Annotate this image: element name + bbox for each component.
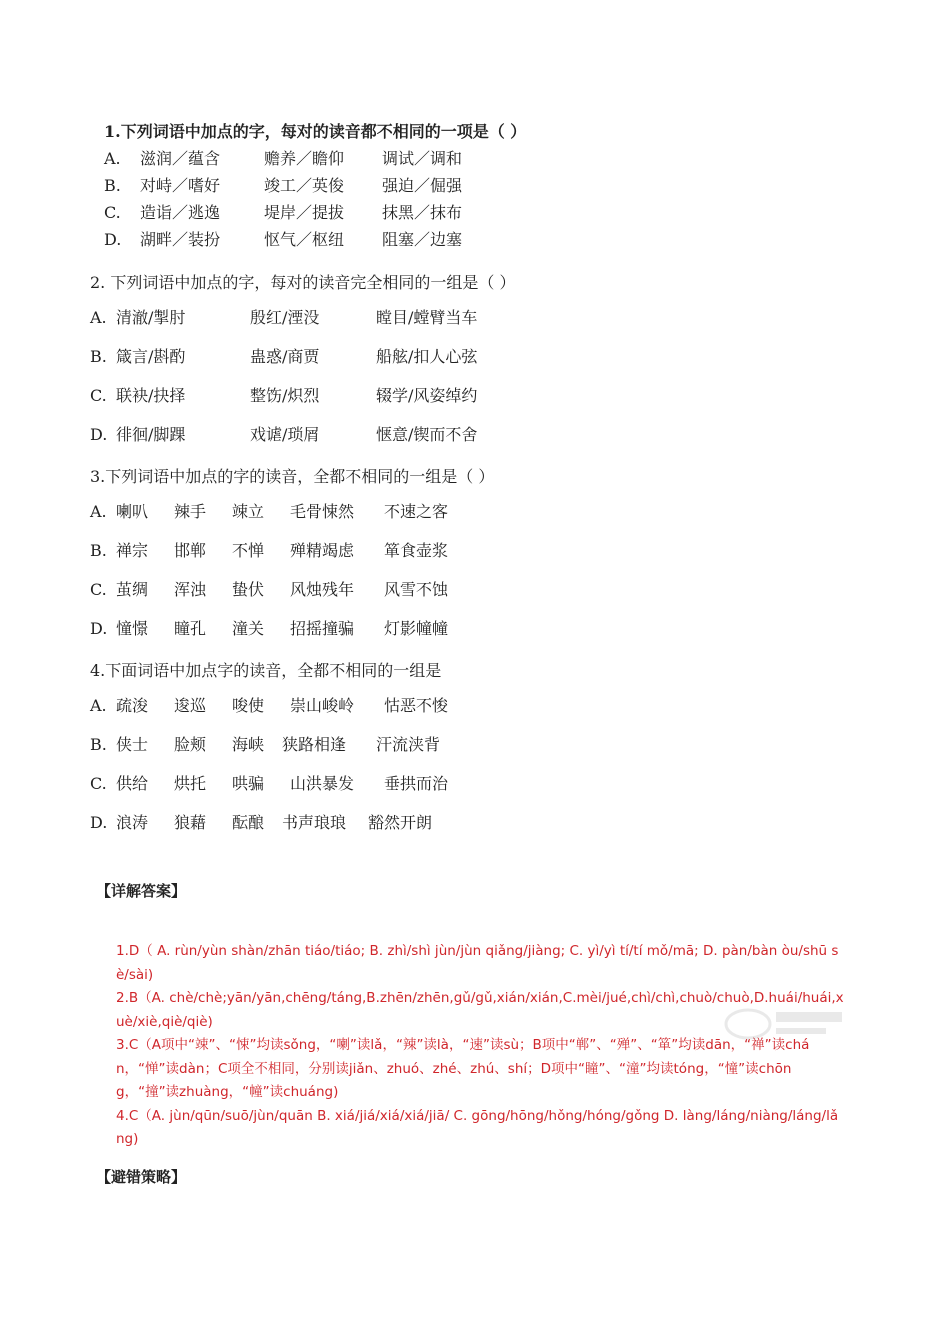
option-word: 风烛残年 [290, 580, 355, 599]
option-word: 辣手 [174, 502, 207, 521]
question-3 [90, 462, 504, 648]
option-letter: C. [90, 580, 107, 599]
option-word: 蛰伏 [232, 580, 265, 599]
question-1-option-a [104, 145, 526, 172]
question-1-option-b [104, 172, 526, 199]
option-letter: D. [90, 425, 108, 444]
question-2-title: 2. 下列词语中加点的字，每对的读音完全相同的一组是（ ） [90, 273, 516, 292]
question-2 [90, 268, 536, 454]
watermark-logo [720, 990, 850, 1050]
option-letter: A. [104, 149, 121, 168]
option-word: 浑浊 [174, 580, 207, 599]
option-letter: B. [90, 347, 107, 366]
option-word: 不速之客 [384, 502, 449, 521]
question-4-title: 4.下面词语中加点字的读音，全都不相同的一组是 [90, 661, 442, 680]
option-word: 瞠目/螳臂当车 [376, 308, 478, 327]
question-1-title: 1.下列词语中加点的字，每对的读音都不相同的一项是（ ） [104, 122, 527, 141]
option-letter: C. [104, 203, 121, 222]
strategy-heading: 【避错策略】 [96, 1168, 187, 1186]
option-word: 侠士 [116, 735, 149, 754]
option-word: 哄骗 [232, 774, 265, 793]
option-word: 强迫／倔强 [382, 176, 463, 195]
option-word: 海峡 [232, 735, 265, 754]
option-word: 殷红/湮没 [250, 308, 320, 327]
question-4 [90, 656, 504, 842]
option-word: 豁然开朗 [368, 813, 433, 832]
option-word: 疏浚 [116, 696, 149, 715]
option-word: 脸颊 [174, 735, 207, 754]
option-word: 联袂/抉择 [116, 386, 186, 405]
option-word: 惬意/锲而不舍 [376, 425, 478, 444]
option-word: 招摇撞骗 [290, 619, 355, 638]
option-letter: D. [90, 813, 108, 832]
question-3-option-b [90, 531, 504, 570]
option-word: 蛊惑/商贾 [250, 347, 320, 366]
question-2-option-d [90, 415, 536, 454]
question-2-option-b [90, 337, 536, 376]
option-word: 整饬/炽烈 [250, 386, 320, 405]
option-letter: A. [90, 502, 107, 521]
option-word: 怙恶不悛 [384, 696, 449, 715]
answer-2: 2.B（A. chè/chè;yān/yān,chēng/táng,B.zhēn/zhēn,gǔ/gǔ,xián/xián,C.mèi/jué,chì/chì,chuò/chuò,D.huái/huái,xuè/xiè,qiè/qiè) [116, 990, 844, 1030]
question-4-option-c [90, 764, 504, 803]
option-word: 怄气／枢纽 [264, 230, 345, 249]
question-3-option-d [90, 609, 504, 648]
option-letter: B. [90, 735, 107, 754]
option-word: 竣工／英俊 [264, 176, 345, 195]
option-word: 喇叭 [116, 502, 149, 521]
option-word: 茧绸 [116, 580, 149, 599]
option-word: 浪涛 [116, 813, 149, 832]
question-2-option-c [90, 376, 536, 415]
answer-3: 3.C（A项中“竦”、“悚”均读sǒng，“喇”读lǎ，“辣”读là，“速”读sù；B项中“郸”、“殚”、“箪”均读dān，“禅”读chán，“惮”读dàn；C项全不相同，分别读jiǎn、zhuó、zhé、zhú、shí；D项中“瞳”、“潼”均读tóng，“憧”读chōng，“撞”读zhuàng，“幢”读chuáng) [116, 1037, 810, 1100]
option-word: 潼关 [232, 619, 265, 638]
option-letter: D. [90, 619, 108, 638]
answers-heading: 【详解答案】 [96, 882, 187, 900]
option-word: 供给 [116, 774, 149, 793]
option-word: 辍学/风姿绰约 [376, 386, 478, 405]
option-word: 垂拱而治 [384, 774, 449, 793]
option-word: 风雪不蚀 [384, 580, 449, 599]
option-letter: C. [90, 774, 107, 793]
option-word: 书声琅琅 [282, 813, 347, 832]
option-word: 戏谑/琐屑 [250, 425, 320, 444]
option-word: 邯郸 [174, 541, 207, 560]
option-word: 对峙／嗜好 [140, 176, 221, 195]
option-word: 唆使 [232, 696, 265, 715]
option-word: 箪食壶浆 [384, 541, 449, 560]
option-word: 狭路相逢 [282, 735, 347, 754]
option-letter: D. [104, 230, 122, 249]
option-word: 憧憬 [116, 619, 149, 638]
option-word: 调试／调和 [382, 149, 463, 168]
option-word: 瞳孔 [174, 619, 207, 638]
option-word: 湖畔／装扮 [140, 230, 221, 249]
option-word: 逡巡 [174, 696, 207, 715]
option-word: 殚精竭虑 [290, 541, 355, 560]
option-word: 不惮 [232, 541, 265, 560]
option-word: 船舷/扣人心弦 [376, 347, 478, 366]
question-4-option-b [90, 725, 504, 764]
option-word: 狼藉 [174, 813, 207, 832]
question-1-option-d [104, 226, 526, 253]
option-word: 徘徊/脚踝 [116, 425, 186, 444]
option-word: 抹黑／抹布 [382, 203, 463, 222]
option-word: 竦立 [232, 502, 265, 521]
question-2-option-a [90, 298, 536, 337]
question-4-option-a [90, 686, 504, 725]
option-word: 灯影幢幢 [384, 619, 449, 638]
option-word: 滋润／蕴含 [140, 149, 221, 168]
answer-4: 4.C（A. jùn/qūn/suō/jùn/quān B. xiá/jiá/xiá/xiá/jiā/ C. gōng/hōng/hǒng/hóng/gǒng D. làng/láng/niàng/láng/lǎng) [116, 1107, 839, 1147]
question-4-option-d [90, 803, 504, 842]
question-3-option-a [90, 492, 504, 531]
option-word: 毛骨悚然 [290, 502, 355, 521]
option-word: 烘托 [174, 774, 207, 793]
option-word: 禅宗 [116, 541, 149, 560]
option-letter: B. [104, 176, 121, 195]
option-letter: C. [90, 386, 107, 405]
option-word: 赡养／瞻仰 [264, 149, 345, 168]
option-word: 堤岸／提拔 [264, 203, 345, 222]
question-1 [104, 118, 526, 253]
option-word: 箴言/斟酌 [116, 347, 186, 366]
option-letter: B. [90, 541, 107, 560]
question-3-option-c [90, 570, 504, 609]
option-word: 造诣／逃逸 [140, 203, 221, 222]
option-word: 汗流浃背 [376, 735, 441, 754]
option-word: 阻塞／边塞 [382, 230, 463, 249]
option-letter: A. [90, 696, 107, 715]
question-3-title: 3.下列词语中加点的字的读音，全都不相同的一组是（ ） [90, 467, 495, 486]
option-word: 崇山峻岭 [290, 696, 355, 715]
option-letter: A. [90, 308, 107, 327]
option-word: 清澈/掣肘 [116, 308, 186, 327]
option-word: 酝酿 [232, 813, 265, 832]
answer-1: 1.D（ A. rùn/yùn shàn/zhān tiáo/tiáo; B. zhì/shì jùn/jùn qiǎng/jiàng; C. yì/yì tí/tí mǒ/mā; D. pàn/bàn òu/shū sè/sài) [116, 943, 839, 983]
option-word: 山洪暴发 [290, 774, 355, 793]
question-1-option-c [104, 199, 526, 226]
